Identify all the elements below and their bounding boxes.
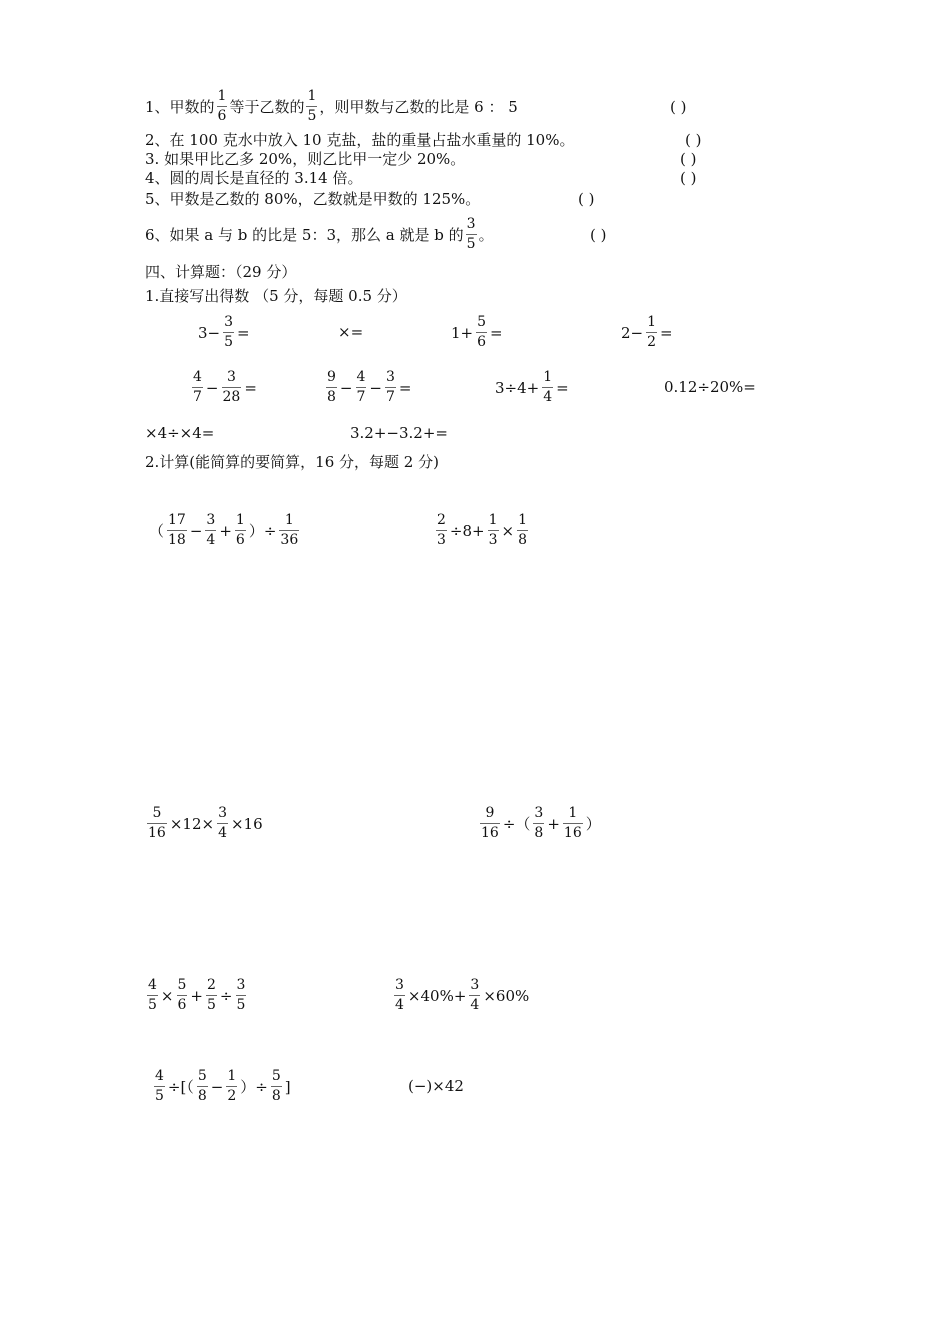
direct-r1-c: 1+ 5 6 = bbox=[451, 314, 503, 350]
direct-r1-a: 3− 3 5 = bbox=[198, 314, 250, 350]
fraction: 9 16 bbox=[481, 805, 499, 841]
judge-item-2: 2、在 100 克水中放入 10 克盐，盐的重量占盐水重量的 10%。 bbox=[145, 131, 575, 149]
fraction: 5 16 bbox=[148, 805, 166, 841]
judge-item-5: 5、甲数是乙数的 80%，乙数就是甲数的 125%。 bbox=[145, 190, 481, 208]
calc-q7: 4 5 ÷[（ 5 8 − 1 2 ）÷ 5 8 ] bbox=[155, 1068, 291, 1104]
fraction: 1 6 bbox=[217, 88, 227, 124]
calc-q5: 4 5 × 5 6 + 2 5 ÷ 3 5 bbox=[148, 977, 246, 1013]
fraction: 5 6 bbox=[177, 977, 187, 1013]
fraction: 3 4 bbox=[395, 977, 404, 1013]
direct-r2-b: 9 8 − 4 7 − 3 7 = bbox=[327, 369, 412, 405]
calc-q6: 3 4 ×40%+ 3 4 ×60% bbox=[395, 977, 530, 1013]
part2-heading: 2.计算(能简算的要简算，16 分，每题 2 分) bbox=[145, 453, 439, 471]
fraction: 2 5 bbox=[207, 977, 216, 1013]
calc-q1: （ 17 18 − 3 4 + 1 6 ）÷ 1 36 bbox=[149, 512, 299, 548]
judge-item-3: 3. 如果甲比乙多 20%，则乙比甲一定少 20%。 bbox=[145, 150, 466, 168]
fraction: 1 2 bbox=[227, 1068, 237, 1104]
fraction: 1 3 bbox=[488, 512, 498, 548]
fraction: 3 28 bbox=[222, 369, 241, 405]
fraction: 4 5 bbox=[148, 977, 157, 1013]
fraction: 1 5 bbox=[307, 88, 317, 124]
direct-r1-d: 2− 1 2 = bbox=[621, 314, 673, 350]
judge-item-4: 4、圆的周长是直径的 3.14 倍。 bbox=[145, 169, 363, 187]
judge-item-1 bbox=[145, 88, 518, 125]
fraction: 2 3 bbox=[437, 512, 446, 548]
fraction: 1 6 bbox=[235, 512, 245, 548]
fraction: 1 2 bbox=[647, 314, 657, 350]
direct-r2-a: 4 7 − 3 28 = bbox=[193, 369, 257, 405]
answer-blank-4[interactable]: ( ) bbox=[680, 169, 697, 187]
calc-q4: 9 16 ÷（ 3 8 + 1 16 ） bbox=[481, 805, 601, 841]
calc-q8: (−)×42 bbox=[408, 1077, 464, 1095]
fraction: 17 18 bbox=[168, 512, 186, 548]
fraction: 5 6 bbox=[477, 314, 487, 350]
direct-r3-b: 3.2+−3.2+= bbox=[350, 424, 448, 442]
section-title: 四、计算题：（29 分） bbox=[145, 263, 297, 281]
fraction: 3 4 bbox=[206, 512, 216, 548]
fraction: 3 4 bbox=[470, 977, 480, 1013]
direct-r3-a: ×4÷×4= bbox=[145, 424, 215, 442]
fraction: 3 8 bbox=[534, 805, 544, 841]
fraction: 5 8 bbox=[197, 1068, 207, 1104]
answer-blank-3[interactable]: ( ) bbox=[680, 150, 697, 168]
direct-r2-d: 0.12÷20%= bbox=[664, 378, 756, 396]
fraction: 4 7 bbox=[356, 369, 366, 405]
fraction: 1 8 bbox=[518, 512, 528, 548]
direct-r1-b: ×= bbox=[338, 323, 364, 341]
fraction: 4 5 bbox=[155, 1068, 164, 1104]
judge-1-text-a: 1、甲数的 bbox=[145, 98, 215, 116]
answer-blank-2[interactable]: ( ) bbox=[685, 131, 702, 149]
direct-r2-c: 3÷4+ 1 4 = bbox=[495, 369, 569, 405]
fraction: 3 5 bbox=[224, 314, 234, 350]
answer-blank-1[interactable]: ( ) bbox=[670, 98, 687, 116]
fraction: 3 5 bbox=[466, 216, 476, 252]
calc-q2: 2 3 ÷8+ 1 3 × 1 8 bbox=[437, 512, 528, 548]
fraction: 3 4 bbox=[218, 805, 227, 841]
fraction: 5 8 bbox=[271, 1068, 281, 1104]
fraction: 3 5 bbox=[236, 977, 246, 1013]
part1-heading: 1.直接写出得数 （5 分，每题 0.5 分） bbox=[145, 287, 407, 305]
fraction: 4 7 bbox=[193, 369, 202, 405]
fraction: 1 36 bbox=[280, 512, 299, 548]
judge-1-text-b: 等于乙数的 bbox=[229, 98, 305, 116]
fraction: 3 7 bbox=[386, 369, 395, 405]
calc-q3: 5 16 ×12× 3 4 ×16 bbox=[148, 805, 263, 841]
answer-blank-6[interactable]: ( ) bbox=[590, 226, 607, 244]
judge-6-text-a: 6、如果 a 与 b 的比是 5：3，那么 a 就是 b 的 bbox=[145, 226, 464, 244]
judge-item-6 bbox=[145, 216, 494, 253]
fraction: 1 16 bbox=[563, 805, 582, 841]
answer-blank-5[interactable]: ( ) bbox=[578, 190, 595, 208]
judge-1-text-c: ，则甲数与乙数的比是 6 ： 5 bbox=[319, 98, 518, 116]
fraction: 1 4 bbox=[543, 369, 553, 405]
fraction: 9 8 bbox=[327, 369, 336, 405]
judge-6-text-b: 。 bbox=[478, 226, 494, 244]
